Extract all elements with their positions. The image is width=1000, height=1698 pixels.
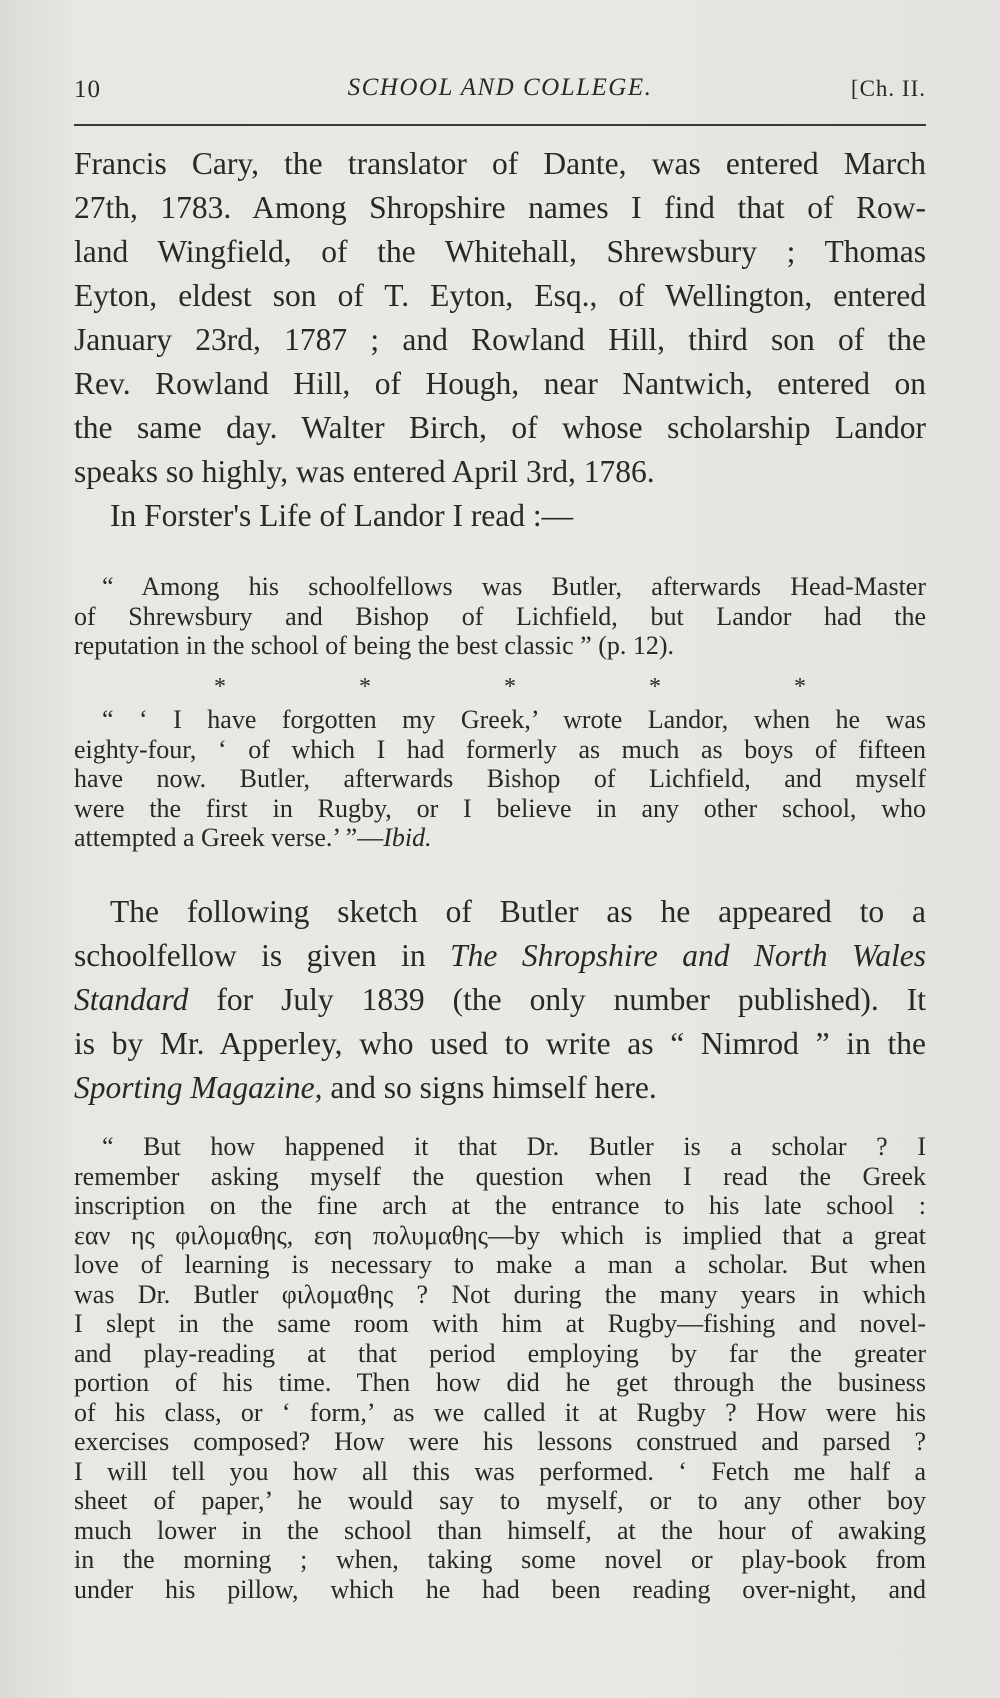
text-line: land Wingfield, of the Whitehall, Shrewsbury ; Thomas (74, 234, 926, 269)
text-segment: schoolfellow is given in (74, 938, 451, 973)
magazine-title: Sporting Magazine, (74, 1070, 323, 1105)
quote-line: reputation in the school of being the best classic ” (p. 12). (74, 631, 675, 660)
text-line: 27th, 1783. Among Shropshire names I find that of Row- (74, 190, 926, 225)
quote-line-last (74, 823, 926, 853)
quote-line: in the morning ; when, taking some novel or play-book from (74, 1545, 926, 1574)
text-line: the same day. Walter Birch, of whose scholarship Landor (74, 410, 926, 445)
text-line: is by Mr. Apperley, who used to write as “ Nimrod ” in the (74, 1026, 926, 1061)
quote-line: portion of his time. Then how did he get through the business (74, 1368, 926, 1397)
header-rule (74, 124, 926, 126)
text-line: speaks so highly, was entered April 3rd, 1786. (74, 454, 655, 489)
quote-line: was Dr. Butler φιλομαθης ? Not during the many years in which (74, 1279, 926, 1309)
quote-2 (74, 705, 926, 853)
star: * (359, 674, 371, 700)
page-number: 10 (74, 76, 101, 103)
text-line: Eyton, eldest son of T. Eyton, Esq., of Wellington, entered (74, 278, 926, 313)
star: * (504, 674, 516, 700)
quote-text: attempted a Greek verse.’ ”— (74, 823, 384, 852)
quote-line: have now. Butler, afterwards Bishop of Lichfield, and myself (74, 764, 926, 793)
star: * (649, 674, 661, 700)
quote-line: εαν ης φιλομαθης, εση πολυμαθης—by which is implied that a great (74, 1220, 926, 1250)
chapter-label: [Ch. II. (850, 76, 926, 101)
quote-line: sheet of paper,’ he would say to myself, or to any other boy (74, 1486, 926, 1515)
quote-line: “ Among his schoolfellows was Butler, afterwards Head-Master (102, 572, 926, 601)
quote-line: exercises composed? How were his lessons construed and parsed ? (74, 1427, 926, 1456)
quote-line: I will tell you how all this was performed. ‘ Fetch me half a (74, 1456, 926, 1486)
text-segment: for July 1839 (the only number published). It (188, 982, 926, 1017)
quote-line: of Shrewsbury and Bishop of Lichfield, but Landor had the (74, 601, 926, 631)
paragraph-2: In Forster's Life of Landor I read :— (110, 498, 574, 533)
quote-line: love of learning is necessary to make a man a scholar. But when (74, 1250, 926, 1279)
star: * (794, 674, 806, 700)
star: * (214, 674, 226, 700)
quote-line: and play-reading at that period employing by far the greater (74, 1338, 926, 1368)
text-line: Francis Cary, the translator of Dante, was entered March (74, 146, 926, 181)
quote-source: Ibid. (383, 823, 432, 852)
text-line: The following sketch of Butler as he appeared to a (110, 894, 926, 929)
page-header (74, 66, 926, 106)
quote-3 (74, 1132, 926, 1604)
quote-line: much lower in the school than himself, at the hour of awaking (74, 1515, 926, 1545)
periodical-title: The Shropshire and North Wales (450, 938, 926, 973)
text-segment: and so signs himself here. (322, 1070, 657, 1105)
quote-line: inscription on the fine arch at the entrance to his late school : (74, 1191, 926, 1220)
quote-line: of his class, or ‘ form,’ as we called it at Rugby ? How were his (74, 1397, 926, 1427)
text-line: January 23rd, 1787 ; and Rowland Hill, third son of the (74, 322, 926, 357)
asterism (210, 674, 810, 701)
paragraph-1 (74, 142, 926, 538)
text-line: Rev. Rowland Hill, of Hough, near Nantwich, entered on (74, 366, 926, 401)
quote-1 (74, 572, 926, 661)
quote-line: eighty-four, ‘ of which I had formerly as much as boys of fifteen (74, 734, 926, 764)
paragraph-3 (74, 890, 926, 1110)
quote-line: were the first in Rugby, or I believe in any other school, who (74, 793, 926, 823)
running-title: SCHOOL AND COLLEGE. (347, 74, 653, 101)
quote-line: “ ‘ I have forgotten my Greek,’ wrote Landor, when he was (102, 705, 926, 734)
quote-line: under his pillow, which he had been reading over-night, and (74, 1574, 926, 1604)
quote-line: remember asking myself the question when I read the Greek (74, 1161, 926, 1191)
quote-line: “ But how happened it that Dr. Butler is a scholar ? I (102, 1132, 926, 1161)
text-line (74, 1066, 926, 1110)
periodical-title: Standard (74, 982, 189, 1017)
quote-line: I slept in the same room with him at Rugby—fishing and novel- (74, 1309, 926, 1338)
text-line (74, 934, 926, 978)
text-line (74, 978, 926, 1022)
